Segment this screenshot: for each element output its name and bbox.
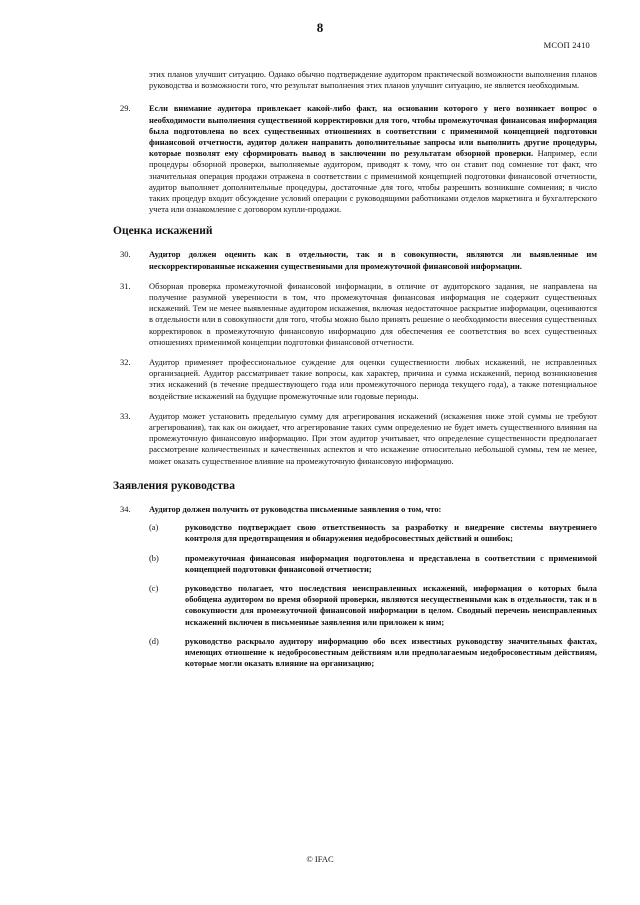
- page-content: [113, 69, 597, 678]
- document-code: МСОП 2410: [543, 40, 590, 50]
- paragraph-text: этих планов улучшит ситуацию. Однако обычно подтверждение аудитором практической возможности выполнения планов руководства и возможности того, что результат выполнения этих планов улучшит ситуацию, не является необходимым.: [149, 69, 597, 91]
- representation-list: [149, 522, 597, 669]
- paragraph-33: [113, 411, 597, 467]
- list-item-text: руководство полагает, что последствия неисправленных искажений, информация о которых была обобщена аудитором во время обзорной проверки, являются несущественными как в отдельности, так и в совокупности для промежуточной финансовой информации в целом. Сводный перечень неисправленных искажений включен в письменные заявления или приложен к ним;: [185, 582, 597, 627]
- paragraph-34: [113, 504, 597, 669]
- paragraph-30: [113, 249, 597, 271]
- list-item: [149, 553, 597, 575]
- paragraph-requirement: Если внимание аудитора привлекает какой-либо факт, на основании которого у него возникает вопрос о необходимости выполнения существенной корректировки для того, чтобы промежуточная финансовая информация была подготовлена во всех существенных отношениях в соответствии с применимой концепцией подготовки финансовой отчетности, аудитор должен направить дополнительные запросы или выполнить другие процедуры, которые позволят ему сформировать вывод в заключении по результатам обзорной проверки.: [149, 103, 597, 159]
- list-item-text: руководство подтверждает свою ответственность за разработку и внедрение системы внутреннего контроля для предотвращения и обнаружения недобросовестных действий и ошибок;: [185, 522, 597, 544]
- paragraph-number: 32.: [120, 357, 131, 368]
- paragraph-requirement: Аудитор должен получить от руководства письменные заявления о том, что:: [149, 503, 442, 514]
- list-item-label: (d): [149, 635, 159, 646]
- list-item: [149, 522, 597, 544]
- list-item: [149, 583, 597, 628]
- paragraph-requirement: Аудитор должен оценить как в отдельности, так и в совокупности, являются ли выявленные им нескорректированные искажения существенными для промежуточной финансовой информации.: [149, 249, 597, 271]
- list-item-label: (b): [149, 552, 159, 563]
- paragraph-number: 30.: [120, 249, 131, 260]
- paragraph-text: Например, если процедуры обзорной проверки, выполняемые аудитором, приводят к тому, что он ставит под сомнение тот факт, что значительная операция продажи отражена в соответствии с применимой концепцией подготовки финансовой отчетности, аудитор выполняет дополнительные процедуры, достаточные для того, чтобы разрешить возникшие сомнения; в число таких процедур входит обсуждение условий операции с руководящими работниками отделов маркетинга и бухгалтерского учета или ознакомление с договором купли-продажи.: [149, 148, 597, 215]
- paragraph-number: 34.: [120, 503, 131, 514]
- list-item: [149, 636, 597, 670]
- paragraph-31: [113, 281, 597, 348]
- copyright-footer: © IFAC: [306, 854, 334, 864]
- list-item-text: руководство раскрыло аудитору информацию обо всех известных руководству значительных фактах, имеющих отношение к недобросовестным действиям или предполагаемым недобросовестным действиям, которые могли оказать влияние на организацию;: [185, 635, 597, 669]
- paragraph-text: Аудитор применяет профессиональное суждение для оценки существенности любых искажений, не исправленных организацией. Аудитор рассматривает такие вопросы, как характер, причина и сумма искажений, период возникновения этих искажений (в течение предшествующего года или промежуточного периода текущего года), а также потенциальное воздействие искажений на будущие промежуточные или годовые периоды.: [149, 357, 597, 401]
- paragraph-number: 33.: [120, 410, 131, 421]
- section-heading-representations: Заявления руководства: [113, 479, 236, 492]
- paragraph-number: 31.: [120, 280, 131, 291]
- continued-paragraph: [113, 69, 597, 91]
- section-heading-misstatements: Оценка искажений: [113, 225, 213, 238]
- paragraph-number: 29.: [120, 103, 131, 114]
- paragraph-text: Аудитор может установить предельную сумму для агрегирования искажений (искажения ниже этой суммы не требуют агрегирования), так как он ожидает, что агрегирование таких сумм определенно не будет иметь существенного влияния на промежуточную финансовую информацию. При этом аудитор учитывает, что определение существенности предполагает рассмотрение количественных и качественных аспектов и что искажение относительно небольшой суммы, тем не менее, может оказать существенное влияние на промежуточную финансовую информацию.: [149, 410, 597, 466]
- paragraph-text: Обзорная проверка промежуточной финансовой информации, в отличие от аудиторского задания, не направлена на получение разумной уверенности в том, что промежуточная финансовая информация не содержит существенных искажений. Тем не менее выявленные аудитором искажения, включая недостаточное раскрытие информации, оцениваются в отдельности или в совокупности для того, чтобы можно было принять решение о необходимости внесения существенных корректировок в промежуточную финансовую информацию для обеспечения ее соответствия во всех существенных отношениях применимой концепции подготовки финансовой отчетности.: [149, 280, 597, 347]
- list-item-label: (c): [149, 582, 159, 593]
- list-item-label: (a): [149, 522, 159, 533]
- paragraph-32: [113, 357, 597, 402]
- paragraph-29: [113, 103, 597, 215]
- list-item-text: промежуточная финансовая информация подготовлена и представлена в соответствии с применимой концепцией подготовки финансовой отчетности;: [185, 552, 597, 574]
- page-number: 8: [316, 20, 324, 35]
